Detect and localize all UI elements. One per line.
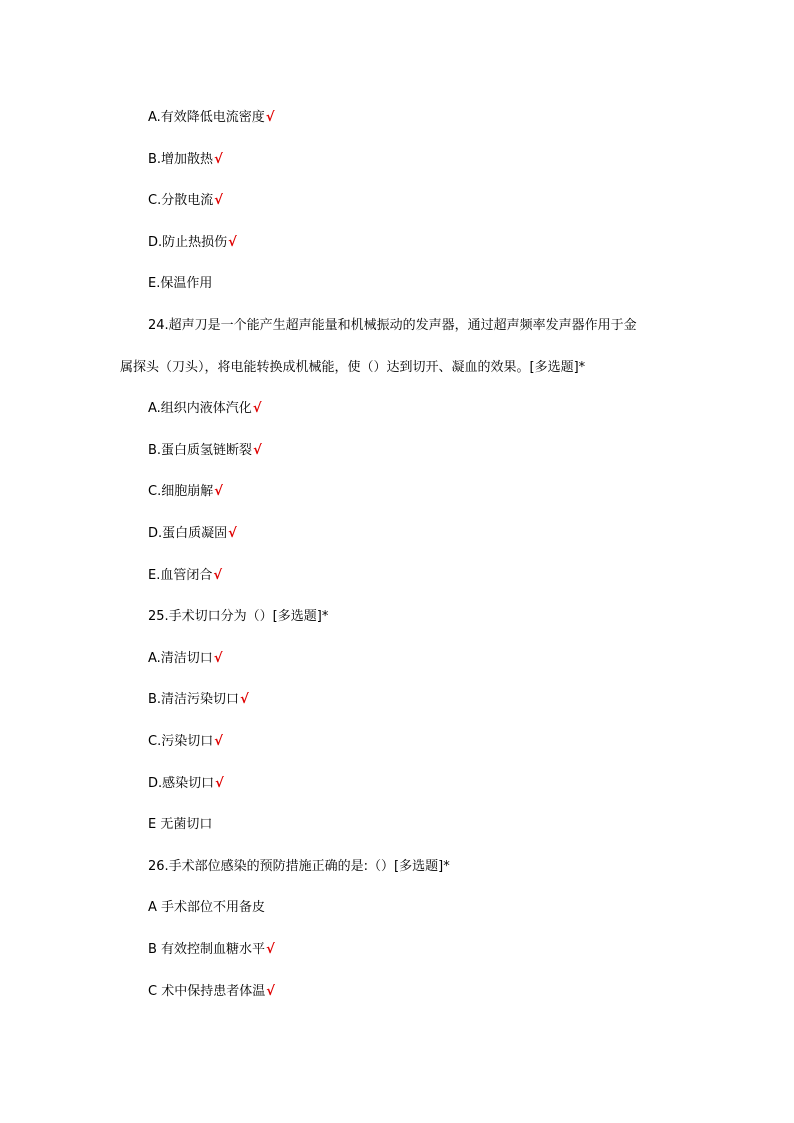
check-mark-icon: √ bbox=[228, 526, 237, 541]
check-mark-icon: √ bbox=[215, 776, 224, 791]
option-text: D.感染切口 bbox=[148, 776, 215, 791]
option-text: A.组织内液体汽化 bbox=[148, 401, 252, 416]
q24-option-a bbox=[148, 400, 261, 418]
q26-option-c bbox=[148, 983, 275, 1001]
q25-option-e bbox=[148, 816, 212, 834]
q26-question: 26.手术部位感染的预防措施正确的是:（）[多选题]* bbox=[148, 859, 450, 874]
option-text: C.分散电流 bbox=[148, 193, 214, 208]
option-text: B.蛋白质氢链断裂 bbox=[148, 443, 253, 458]
option-text: D.蛋白质凝固 bbox=[148, 526, 228, 541]
option-text: C.污染切口 bbox=[148, 734, 214, 749]
q23-option-b bbox=[148, 151, 223, 169]
option-text: E 无菌切口 bbox=[148, 817, 213, 832]
q26-option-a bbox=[148, 899, 265, 917]
check-mark-icon: √ bbox=[214, 152, 223, 167]
option-text: E.保温作用 bbox=[148, 276, 213, 291]
check-mark-icon: √ bbox=[214, 484, 223, 499]
q25-option-c bbox=[148, 733, 223, 751]
option-text: D.防止热损伤 bbox=[148, 235, 228, 250]
option-text: E.血管闭合 bbox=[148, 568, 213, 583]
option-text: B.增加散热 bbox=[148, 152, 214, 167]
q23-option-d bbox=[148, 234, 237, 252]
option-text: A.清洁切口 bbox=[148, 651, 213, 666]
check-mark-icon: √ bbox=[214, 193, 223, 208]
q24-option-b bbox=[148, 442, 262, 460]
check-mark-icon: √ bbox=[266, 942, 275, 957]
q24-option-d bbox=[148, 525, 237, 543]
q24-question-line1: 24.超声刀是一个能产生超声能量和机械振动的发声器，通过超声频率发声器作用于金 bbox=[148, 318, 637, 333]
option-text: C 术中保持患者体温 bbox=[148, 984, 266, 999]
check-mark-icon: √ bbox=[228, 235, 237, 250]
check-mark-icon: √ bbox=[253, 443, 262, 458]
check-mark-icon: √ bbox=[240, 692, 249, 707]
option-text: B.清洁污染切口 bbox=[148, 692, 240, 707]
check-mark-icon: √ bbox=[265, 110, 275, 125]
q24-question-line2: 属探头（刀头），将电能转换成机械能，使（）达到切开、凝血的效果。[多选题]* bbox=[120, 360, 586, 375]
q25-question: 25.手术切口分为（）[多选题]* bbox=[148, 609, 329, 624]
q26-option-b bbox=[148, 941, 275, 959]
check-mark-icon: √ bbox=[214, 734, 223, 749]
q23-option-c bbox=[148, 192, 223, 210]
option-text: A.有效降低电流密度 bbox=[148, 110, 265, 125]
q25-option-d bbox=[148, 775, 224, 793]
check-mark-icon: √ bbox=[252, 401, 262, 416]
q25-option-b bbox=[148, 691, 249, 709]
check-mark-icon: √ bbox=[213, 568, 223, 583]
q23-option-a bbox=[148, 109, 274, 127]
q24-option-e bbox=[148, 567, 222, 585]
option-text: C.细胞崩解 bbox=[148, 484, 214, 499]
q23-option-e bbox=[148, 275, 212, 293]
check-mark-icon: √ bbox=[213, 651, 223, 666]
option-text: A 手术部位不用备皮 bbox=[148, 900, 266, 915]
q24-option-c bbox=[148, 483, 223, 501]
q25-option-a bbox=[148, 650, 222, 668]
check-mark-icon: √ bbox=[266, 984, 275, 999]
option-text: B 有效控制血糖水平 bbox=[148, 942, 266, 957]
